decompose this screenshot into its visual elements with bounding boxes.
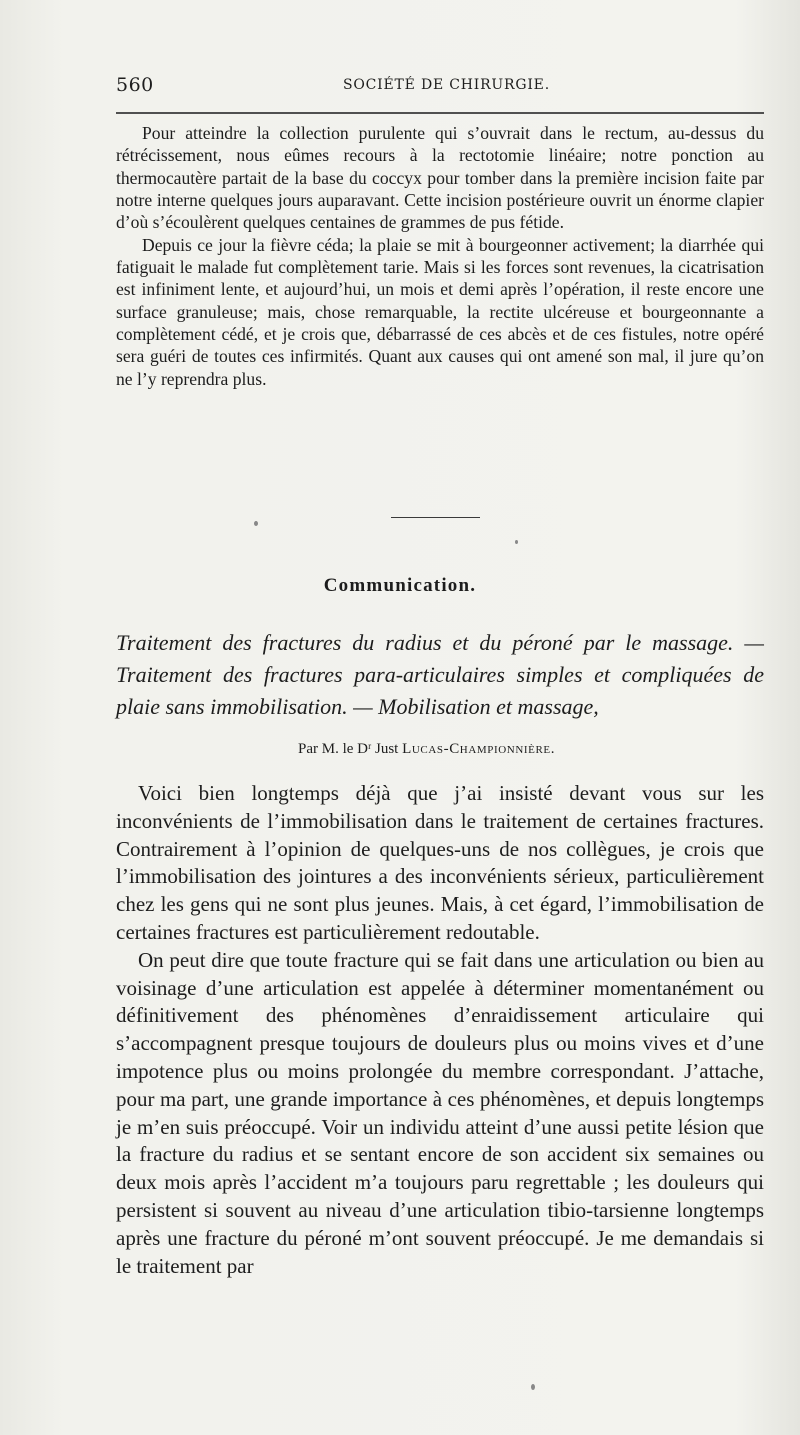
byline <box>298 741 555 758</box>
header-rule <box>116 112 764 114</box>
section-separator <box>391 517 480 518</box>
author-name: Lucas-Championnière. <box>402 741 556 757</box>
case-report-text <box>116 122 764 390</box>
section-heading: Communication. <box>323 575 477 596</box>
paper-speck <box>531 1384 535 1390</box>
article-title: Traitement des fractures du radius et du péroné par le massage. — Traitement des fractures para-articulaires simples et compliquées de plaie sans immobilisation. — Mobilisation et massage, <box>116 630 764 719</box>
paragraph: Depuis ce jour la fièvre céda; la plaie se mit à bourgeonner activement; la diarrhée qui fatiguait le malade fut complètement tarie. Mais si les forces sont revenues, la cicatrisation est infiniment lente, et aujourd’hui, un mois et demi après l’opération, il reste encore une surface granuleuse; mais, chose remarquable, la rectite ulcéreuse et bourgeonnante a complètement cédé, et je crois que, débarrassé de ces abcès et de ces fistules, notre opéré sera guéri de toutes ces infirmités. Quant aux causes qui ont amené son mal, il jure qu’on ne l’y reprendra plus. <box>116 234 764 389</box>
byline-prefix: Par M. le Dʳ Just <box>298 741 399 757</box>
page-header <box>116 74 756 104</box>
paper-speck <box>515 540 518 544</box>
paragraph: Pour atteindre la collection purulente qui s’ouvrait dans le rectum, au-dessus du rétrécissement, nous eûmes recours à la rectotomie linéaire; notre ponction au thermocautère partait de la base du coccyx pour tomber dans la première incision faite par notre interne quelques jours auparavant. Cette incision postérieure ouvrit un énorme clapier d’où s’écoulèrent quelques centaines de grammes de pus fétide. <box>116 123 764 233</box>
paper-speck <box>254 521 258 526</box>
page-number: 560 <box>116 74 154 96</box>
paragraph: On peut dire que toute fracture qui se fait dans une articulation ou bien au voisinage d’une articulation est appelée à déterminer momentanément ou définitivement des phénomènes d’enraidissement articulaire qui s’accompagnent presque toujours de douleurs plus ou moins vives et d’une impotence plus ou moins prolongée du membre correspondant. J’attache, pour ma part, une grande importance à ces phénomènes, et depuis longtemps je m’en suis préoccupé. Voir un individu atteint d’une aussi petite lésion que la fracture du radius et se sentant encore de son accident six semaines ou deux mois après l’accident m’a toujours paru regrettable ; les douleurs qui persistent si souvent au niveau d’une articulation tibio-tarsienne longtemps après une fracture du péroné m’ont souvent préoccupé. Je me demandais si le traitement par <box>116 947 764 1278</box>
paragraph: Voici bien longtemps déjà que j’ai insisté devant vous sur les inconvénients de l’immobilisation dans le traitement de certaines fractures. Contrairement à l’opinion de quelques-uns de nos collègues, je crois que l’immobilisation des jointures a des inconvénients sérieux, particulièrement chez les gens qui ne sont plus jeunes. Mais, à cet égard, l’immobilisation de certaines fractures est particulièrement redoutable. <box>116 781 764 944</box>
article-body <box>116 780 764 1280</box>
running-head: SOCIÉTÉ DE CHIRURGIE. <box>343 77 550 93</box>
